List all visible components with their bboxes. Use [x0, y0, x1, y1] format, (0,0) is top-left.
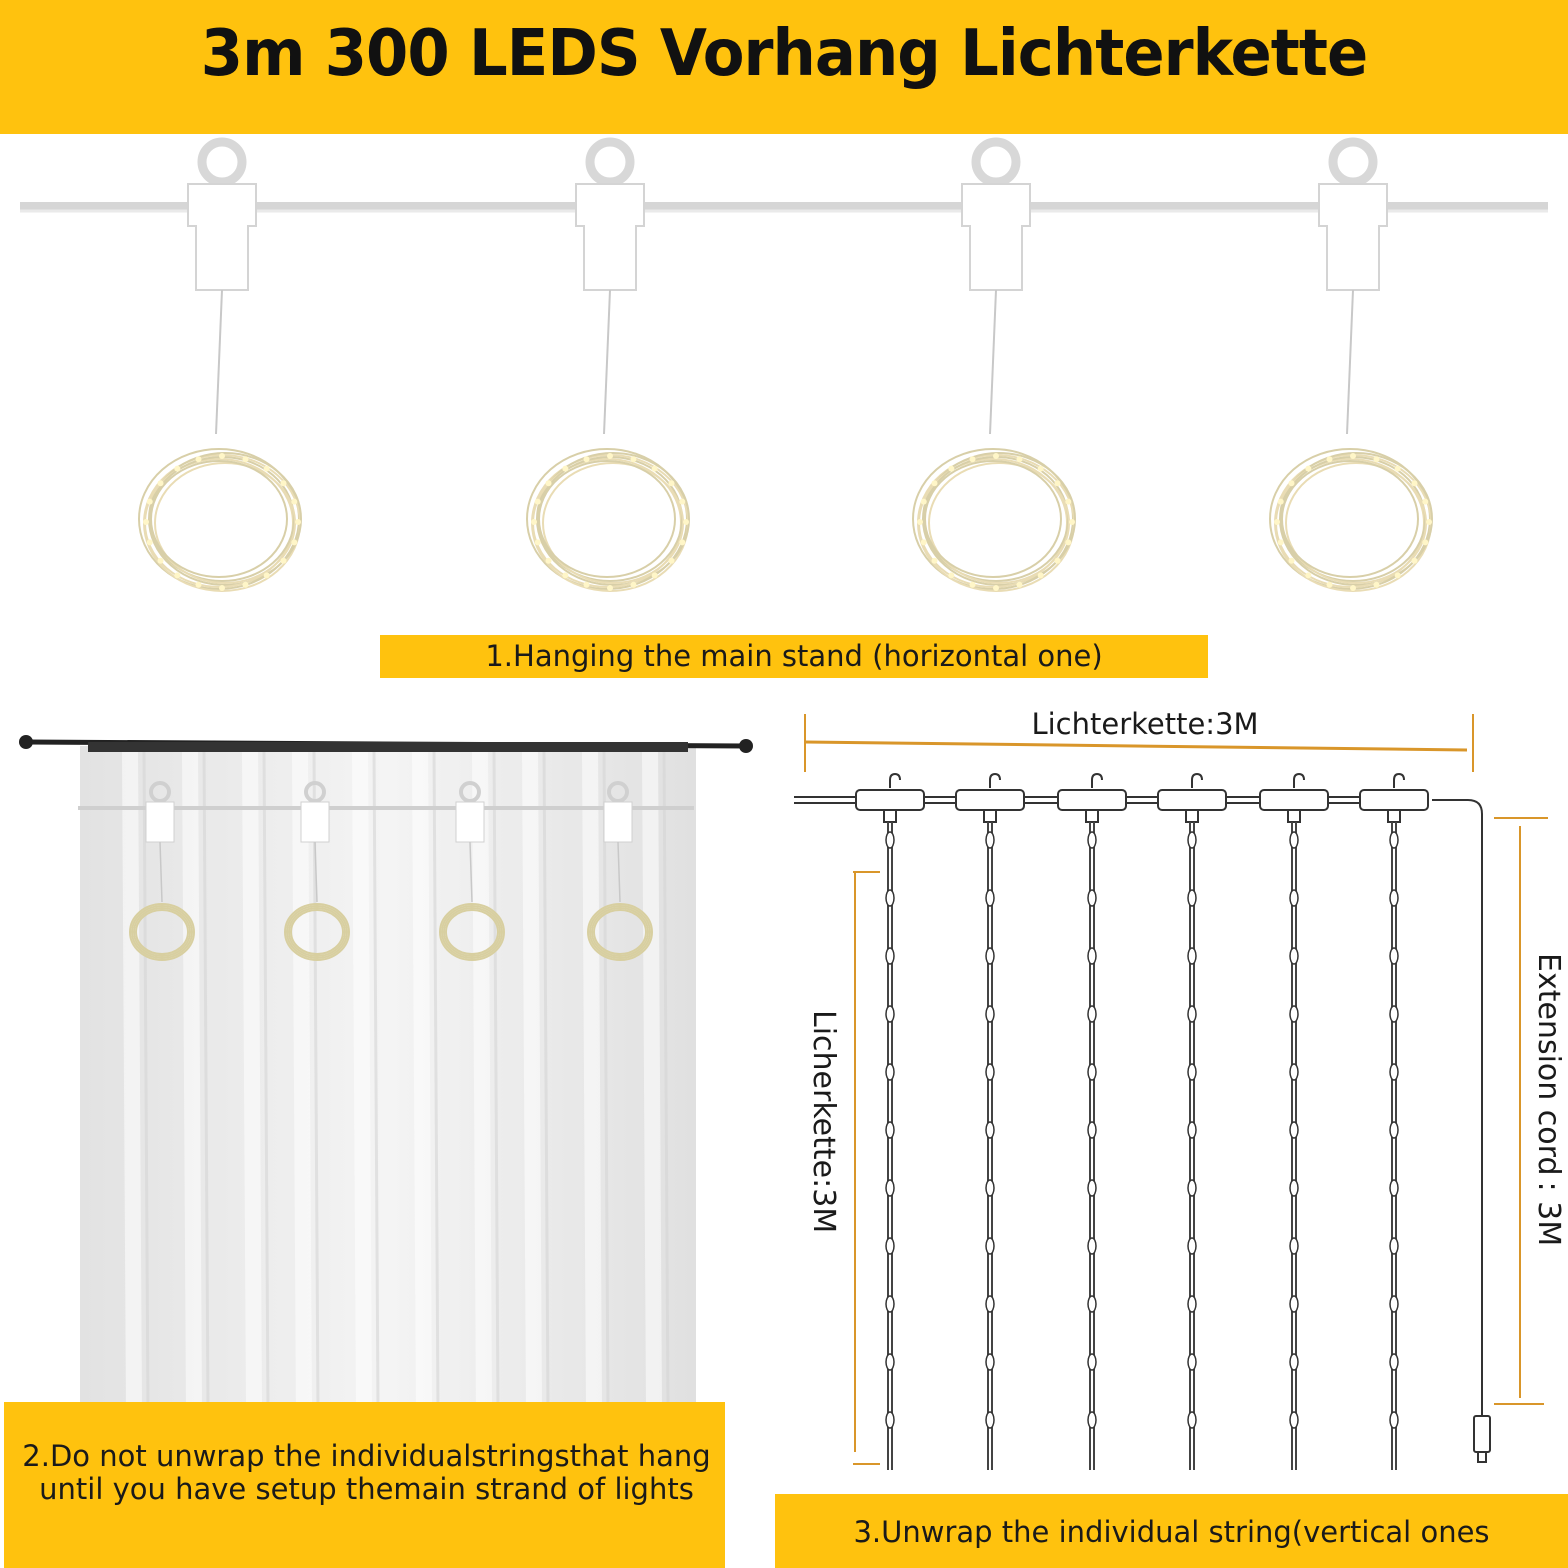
connector-icon [1058, 790, 1126, 810]
led-bulb-icon [1088, 1006, 1096, 1022]
led-bulb-icon [986, 1122, 994, 1138]
led-bulb-icon [1390, 1064, 1398, 1080]
led-bulb-icon [1088, 1122, 1096, 1138]
hook-icon [1394, 774, 1404, 788]
led-bulb-icon [986, 1006, 994, 1022]
led-bulb-icon [886, 948, 894, 964]
led-bulb-icon [886, 1122, 894, 1138]
usb-plug-icon [1474, 1416, 1490, 1452]
led-bulb-icon [1390, 1122, 1398, 1138]
hook-icon [1294, 774, 1304, 788]
connector-icon [1360, 790, 1428, 810]
led-bulb-icon [886, 1296, 894, 1312]
width-dimension-label: Lichterkette:3M [1031, 707, 1259, 741]
led-bulb-icon [1290, 1412, 1298, 1428]
page-title: 3m 300 LEDS Vorhang Lichterkette [200, 17, 1368, 91]
led-bulb-icon [1188, 1006, 1196, 1022]
led-bulb-icon [986, 1354, 994, 1370]
led-bulb-icon [1088, 1296, 1096, 1312]
led-bulb-icon [1088, 890, 1096, 906]
led-bulb-icon [886, 890, 894, 906]
curtain-light-diagram [780, 700, 1568, 1500]
led-bulb-icon [886, 1064, 894, 1080]
led-bulb-icon [1088, 1180, 1096, 1196]
led-bulb-icon [1088, 948, 1096, 964]
led-bulb-icon [1290, 1122, 1298, 1138]
led-bulb-icon [986, 1412, 994, 1428]
step1-label: 1.Hanging the main stand (horizontal one) [485, 639, 1103, 673]
led-bulb-icon [1088, 1412, 1096, 1428]
led-bulb-icon [986, 1064, 994, 1080]
led-bulb-icon [1390, 948, 1398, 964]
led-bulb-icon [1088, 832, 1096, 848]
hook-icon [1092, 774, 1102, 788]
led-bulb-icon [986, 890, 994, 906]
led-bulb-icon [886, 832, 894, 848]
led-bulb-icon [1088, 1064, 1096, 1080]
led-bulb-icon [1290, 1238, 1298, 1254]
led-bulb-icon [986, 1238, 994, 1254]
led-bulb-icon [1188, 1064, 1196, 1080]
led-bulb-icon [986, 832, 994, 848]
light-strand-1 [856, 774, 924, 1470]
led-bulb-icon [986, 1296, 994, 1312]
led-bulb-icon [986, 948, 994, 964]
led-bulb-icon [1088, 1238, 1096, 1254]
led-bulb-icon [1290, 1296, 1298, 1312]
led-bulb-icon [886, 1180, 894, 1196]
connector-icon [1260, 790, 1328, 810]
rod-end-right [739, 739, 753, 753]
light-strand-5 [1260, 774, 1328, 1470]
light-strand-3 [1058, 774, 1126, 1470]
led-bulb-icon [1290, 948, 1298, 964]
led-bulb-icon [1188, 832, 1196, 848]
connector-icon [856, 790, 924, 810]
led-bulb-icon [1188, 1180, 1196, 1196]
led-bulb-icon [1188, 1122, 1196, 1138]
hook-icon [990, 774, 1000, 788]
led-bulb-icon [1290, 1180, 1298, 1196]
led-bulb-icon [1390, 832, 1398, 848]
led-bulb-icon [1390, 1180, 1398, 1196]
led-bulb-icon [986, 1180, 994, 1196]
led-bulb-icon [1290, 1064, 1298, 1080]
led-bulb-icon [1290, 1006, 1298, 1022]
led-bulb-icon [1290, 890, 1298, 906]
connector-icon [1158, 790, 1226, 810]
led-bulb-icon [1188, 948, 1196, 964]
led-bulb-icon [1290, 1354, 1298, 1370]
hook-icon [1192, 774, 1202, 788]
led-bulb-icon [1390, 1412, 1398, 1428]
led-bulb-icon [886, 1354, 894, 1370]
led-bulb-icon [1188, 890, 1196, 906]
led-bulb-icon [1390, 890, 1398, 906]
led-bulb-icon [1290, 832, 1298, 848]
led-bulb-icon [886, 1006, 894, 1022]
curtain-illustration [0, 720, 770, 1410]
step3-label: 3.Unwrap the individual string(vertical ones [853, 1515, 1490, 1549]
led-bulb-icon [1390, 1354, 1398, 1370]
light-strand-4 [1158, 774, 1226, 1470]
led-bulb-icon [886, 1412, 894, 1428]
extension-cord-label: Extension cord : 3M [1531, 953, 1566, 1247]
step2-label: 2.Do not unwrap the individualstringsthat hang until you have setup themain strand of lights [22, 1439, 711, 1506]
main-strand-illustration [0, 134, 1568, 634]
led-bulb-icon [1390, 1296, 1398, 1312]
led-bulb-icon [1188, 1296, 1196, 1312]
connector-icon [956, 790, 1024, 810]
led-bulb-icon [1390, 1006, 1398, 1022]
led-bulb-icon [1188, 1238, 1196, 1254]
rod-end-left [19, 735, 33, 749]
height-dimension-label: Licherkette:3M [806, 1010, 841, 1234]
led-bulb-icon [1188, 1354, 1196, 1370]
led-bulb-icon [1390, 1238, 1398, 1254]
led-bulb-icon [886, 1238, 894, 1254]
light-strand-6 [1360, 774, 1428, 1470]
led-bulb-icon [1088, 1354, 1096, 1370]
led-bulb-icon [1188, 1412, 1196, 1428]
hook-icon [890, 774, 900, 788]
light-strand-2 [956, 774, 1024, 1470]
